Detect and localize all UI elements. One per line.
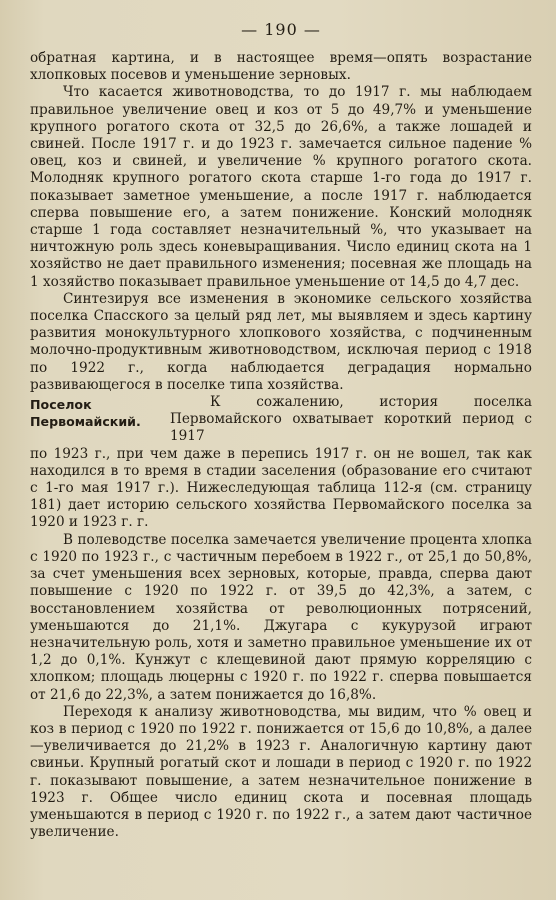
paragraph-history-intro: К сожалению, история поселка Первомайского охватывает короткий период с 1917 [170,394,532,445]
paragraph-synthesis: Синтезируя все изменения в экономике сельского хозяйства поселка Спасского за целый ряд лет, мы выявляем и здесь картину развития монокультурного хлопкового хозяйства, с подчиненным молочно-продуктивным животноводством, исключая период с 1918 по 1922 г., когда наблюдается деградация нормально развивающегося в поселке типа хозяйства. [30,290,532,393]
paragraph-livestock-analysis: Переходя к анализу животноводства, мы видим, что % овец и коз в период с 1920 по 1922 г. понижается от 15,6 до 10,8%, а далее—увеличивается до 21,2% в 1923 г. Аналогичную картину дают свиньи. Крупный рогатый скот и лошади в период с 1920 г. по 1922 г. показывают повышение, а затем незначительное понижение в 1923 г. Общее число единиц скота и посевная площадь уменьшаются в период с 1920 г. по 1922 г., а затем дают частичное увеличение. [30,703,532,841]
page-number: — 190 — [241,20,321,39]
paragraph-fieldcrops: В полеводстве поселка замечается увеличение процента хлопка с 1920 по 1923 г., с частичным перебоем в 1922 г., от 25,1 до 50,8%, за счет уменьшения всех зерновых, которые, правда, сперва дают повышение с 1920 по 1922 г. от 39,5 до 42,3%, а затем, с восстановлением хозяйства от революционных потрясений, уменьшаются до 21,1%. Джугара с кукурузой играют незначительную роль, хотя и заметно правильное уменьшение их от 1,2 до 0,1%. Кунжут с клещевиной дают прямую корреляцию с хлопком; площадь люцерны с 1920 г. по 1922 г. сперва повышается от 21,6 до 22,3%, а затем понижается до 16,8%. [30,531,532,703]
section-pervomaisky [30,394,532,446]
paragraph-livestock: Что касается животноводства, то до 1917 г. мы наблюдаем правильное увеличение овец и коз от 5 до 49,7% и уменьшение крупного рогатого скота от 32,5 до 26,6%, а также лошадей и свиней. После 1917 г. и до 1923 г. замечается сильное падение % овец, коз и свиней, и увеличение % крупного рогатого скота. Молодняк крупного рогатого скота старше 1-го года до 1917 г. показывает заметное уменьшение, а после 1917 г. наблюдается сперва повышение его, а затем понижение. Конский молодняк старше 1 года составляет незначительный %, что указывает на ничтожную роль здесь коневыращивания. Число единиц скота на 1 хозяйство не дает правильного изменения; посевная же площадь на 1 хозяйство показывает правильное уменьшение от 14,5 до 4,7 дес. [30,84,532,290]
paragraph-history-rest: по 1923 г., при чем даже в перепись 1917 г. он не вошел, так как находился в то время в стадии заселения (образование его считают с 1-го мая 1917 г.). Нижеследующая таблица 112-я (см. страницу 181) дает историю сельского хозяйства Первомайского поселка за 1920 и 1923 г. г. [30,445,532,531]
paragraph-continuation: обратная картина, и в настоящее время—опять возрастание хлопковых посевов и уменьшение зерновых. [30,50,532,84]
section-heading: Поселок Первомайский. [30,397,141,430]
